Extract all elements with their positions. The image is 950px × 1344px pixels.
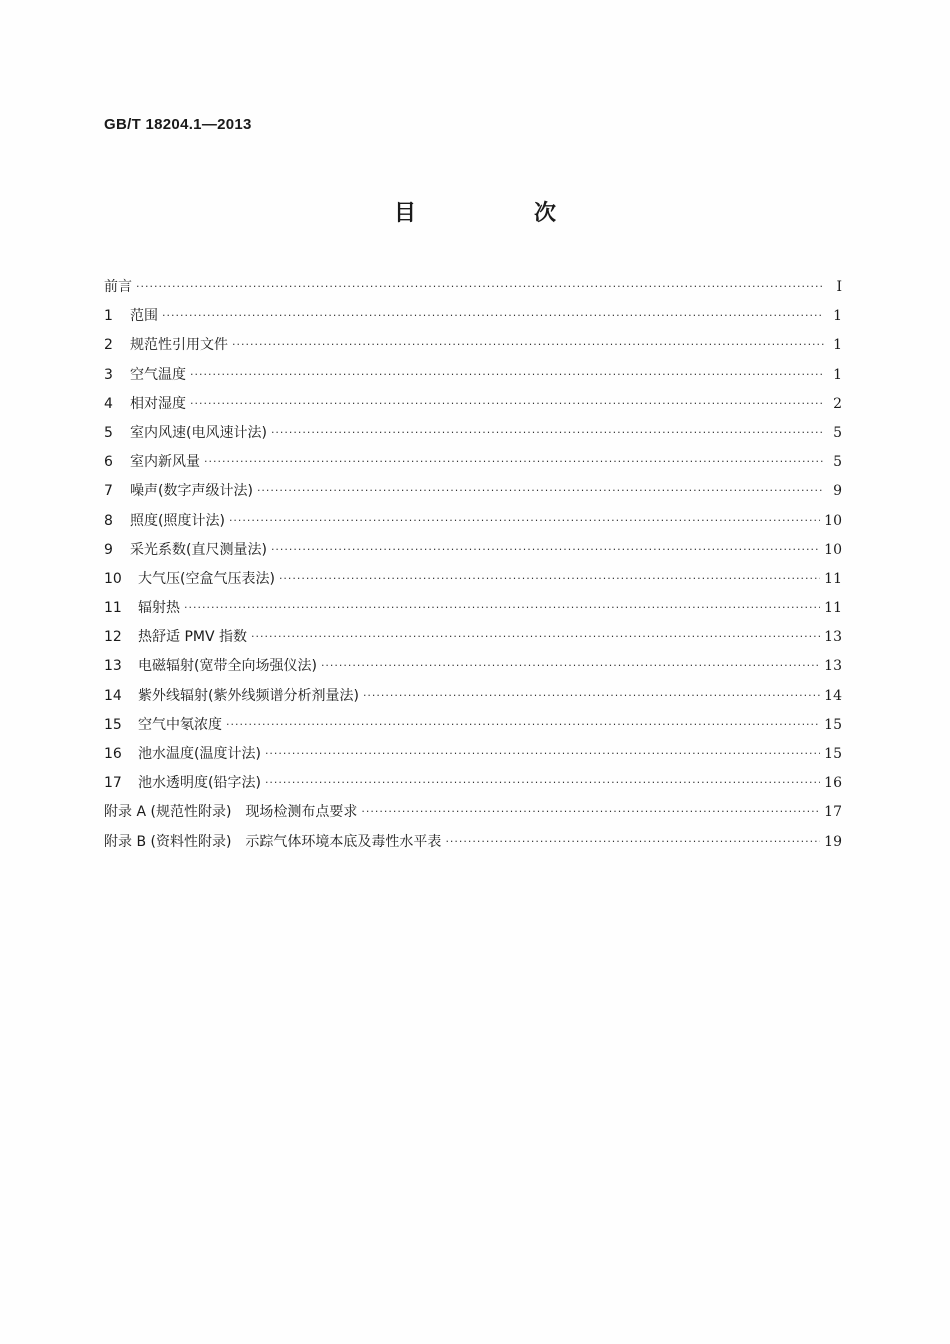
toc-entry-label: [104, 772, 261, 792]
toc-entry-number: 8: [104, 512, 113, 529]
toc-entry-label: [104, 568, 275, 588]
toc-entry-label: [104, 626, 247, 646]
toc-leader-dots: [184, 601, 820, 614]
toc-entry-number: 4: [104, 395, 113, 412]
toc-entry-number: 14: [104, 687, 122, 704]
toc-entry-label: [104, 597, 180, 617]
toc-entry-text: 电磁辐射(宽带全向场强仪法): [138, 658, 317, 675]
toc-leader-dots: [361, 805, 820, 818]
toc-entry-number: 13: [104, 658, 122, 675]
toc-entry-number: 11: [104, 600, 122, 617]
toc-entry-label: [104, 334, 228, 354]
toc-entry-text: 附录 B (资料性附录) 示踪气体环境本底及毒性水平表: [104, 833, 442, 850]
toc-entry-text: 照度(照度计法): [130, 512, 225, 529]
toc-entry[interactable]: [104, 510, 842, 539]
toc-entry-text: 前言: [104, 279, 132, 295]
toc-entry-number: 16: [104, 746, 122, 762]
toc-leader-dots: [204, 455, 824, 468]
toc-entry-number: 2: [104, 337, 113, 354]
toc-entry-page: 19: [824, 833, 842, 850]
toc-entry[interactable]: [104, 626, 842, 655]
toc-entry-label: [104, 510, 225, 530]
toc-entry-text: 池水透明度(铅字法): [138, 775, 261, 792]
toc-entry-page: 13: [824, 658, 842, 675]
toc-entry-annex-b[interactable]: [104, 831, 842, 860]
toc-entry[interactable]: [104, 276, 842, 305]
toc-entry[interactable]: [104, 334, 842, 363]
toc-entry-page: 11: [824, 600, 842, 617]
toc-entry-text: 室内风速(电风速计法): [130, 424, 267, 441]
toc-entry[interactable]: [104, 714, 842, 743]
toc-entry-page: 11: [824, 570, 842, 587]
toc-entry-number: 6: [104, 454, 113, 471]
toc-leader-dots: [257, 484, 824, 497]
toc-entry-text: 热舒适 PMV 指数: [138, 629, 247, 646]
toc-entry-label: [104, 801, 357, 821]
toc-entry-number: 9: [104, 541, 113, 558]
toc-entry-text: 采光系数(直尺测量法): [130, 541, 267, 558]
toc-entry-number: 12: [104, 629, 122, 646]
toc-leader-dots: [251, 630, 820, 643]
toc-leader-dots: [363, 689, 820, 702]
toc-entry-label: [104, 685, 359, 705]
toc-leader-dots: [229, 514, 820, 527]
toc-entry[interactable]: [104, 655, 842, 684]
toc-entry[interactable]: [104, 305, 842, 334]
toc-leader-dots: [190, 397, 824, 410]
toc-entry-page: 9: [833, 483, 842, 500]
toc-entry-label: [104, 305, 158, 325]
toc-entry-label: [104, 831, 441, 851]
toc-entry-text: 噪声(数字声级计法): [130, 483, 253, 500]
toc-entry-text: 池水温度(温度计法): [138, 746, 261, 762]
toc-entry[interactable]: [104, 597, 842, 626]
toc-entry-text: 大气压(空盒气压表法): [138, 570, 275, 587]
toc-entry[interactable]: [104, 393, 842, 422]
toc-entry[interactable]: [104, 743, 842, 772]
toc-entry-number: 10: [104, 570, 122, 587]
toc-entry-number: 17: [104, 775, 122, 792]
toc-leader-dots: [321, 659, 820, 672]
toc-entry-number: 3: [104, 366, 113, 383]
toc-entry[interactable]: [104, 539, 842, 568]
toc-entry-label: [104, 276, 132, 296]
toc-entry-page: 15: [824, 716, 842, 733]
toc-leader-dots: [136, 280, 824, 293]
toc-entry-label: [104, 422, 267, 442]
toc-entry-number: 7: [104, 483, 113, 500]
toc-entry-text: 规范性引用文件: [130, 337, 228, 354]
toc-leader-dots: [271, 543, 820, 556]
standard-code: GB/T 18204.1—2013: [104, 116, 252, 133]
toc-leader-dots: [265, 776, 820, 789]
toc-entry-label: [104, 451, 200, 471]
toc-title: 目 次: [393, 201, 604, 226]
toc-entry-text: 附录 A (规范性附录) 现场检测布点要求: [104, 804, 358, 821]
toc-entry-page: 14: [824, 687, 842, 704]
toc-entry-label: [104, 393, 186, 413]
toc-entry[interactable]: [104, 480, 842, 509]
toc-entry-text: 范围: [130, 308, 158, 325]
toc-leader-dots: [162, 309, 824, 322]
toc-entry-annex-a[interactable]: [104, 801, 842, 830]
toc-leader-dots: [265, 747, 820, 760]
toc-entry-number: 15: [104, 716, 122, 733]
toc-entry-page: 5: [833, 424, 842, 441]
toc-entry-page: 1: [833, 337, 842, 354]
toc-entry[interactable]: [104, 772, 842, 801]
toc-leader-dots: [271, 426, 824, 439]
toc-entry-page: 10: [824, 541, 842, 558]
toc-entry-page: 1: [833, 308, 842, 325]
table-of-contents: [104, 276, 842, 860]
toc-entry-label: [104, 743, 261, 763]
toc-entry-text: 相对湿度: [130, 395, 186, 412]
toc-entry-text: 室内新风量: [130, 454, 200, 471]
toc-entry[interactable]: [104, 451, 842, 480]
toc-entry-page: 2: [833, 395, 842, 412]
toc-entry-text: 辐射热: [138, 600, 180, 617]
toc-entry-page: 17: [824, 804, 842, 821]
toc-entry-page: 1: [833, 366, 842, 383]
toc-entry[interactable]: [104, 364, 842, 393]
toc-entry-text: 空气温度: [130, 366, 186, 383]
toc-entry-number: 1: [104, 308, 113, 325]
toc-entry-page: Ⅰ: [836, 279, 842, 295]
toc-leader-dots: [232, 338, 824, 351]
toc-entry-page: 10: [824, 512, 842, 529]
toc-entry[interactable]: [104, 685, 842, 714]
toc-entry-page: 13: [824, 629, 842, 646]
toc-leader-dots: [445, 835, 820, 848]
toc-entry-number: 5: [104, 424, 113, 441]
toc-entry-page: 15: [824, 746, 842, 762]
toc-entry-page: 16: [824, 775, 842, 792]
toc-entry-label: [104, 714, 222, 734]
toc-entry-label: [104, 655, 317, 675]
toc-entry-text: 紫外线辐射(紫外线频谱分析剂量法): [138, 687, 359, 704]
toc-entry-label: [104, 539, 267, 559]
toc-entry[interactable]: [104, 422, 842, 451]
toc-entry-text: 空气中氡浓度: [138, 716, 222, 733]
toc-entry-label: [104, 364, 186, 384]
toc-entry[interactable]: [104, 568, 842, 597]
toc-leader-dots: [226, 718, 820, 731]
toc-entry-label: [104, 480, 253, 500]
toc-leader-dots: [279, 572, 820, 585]
toc-leader-dots: [190, 368, 824, 381]
toc-entry-page: 5: [833, 454, 842, 471]
